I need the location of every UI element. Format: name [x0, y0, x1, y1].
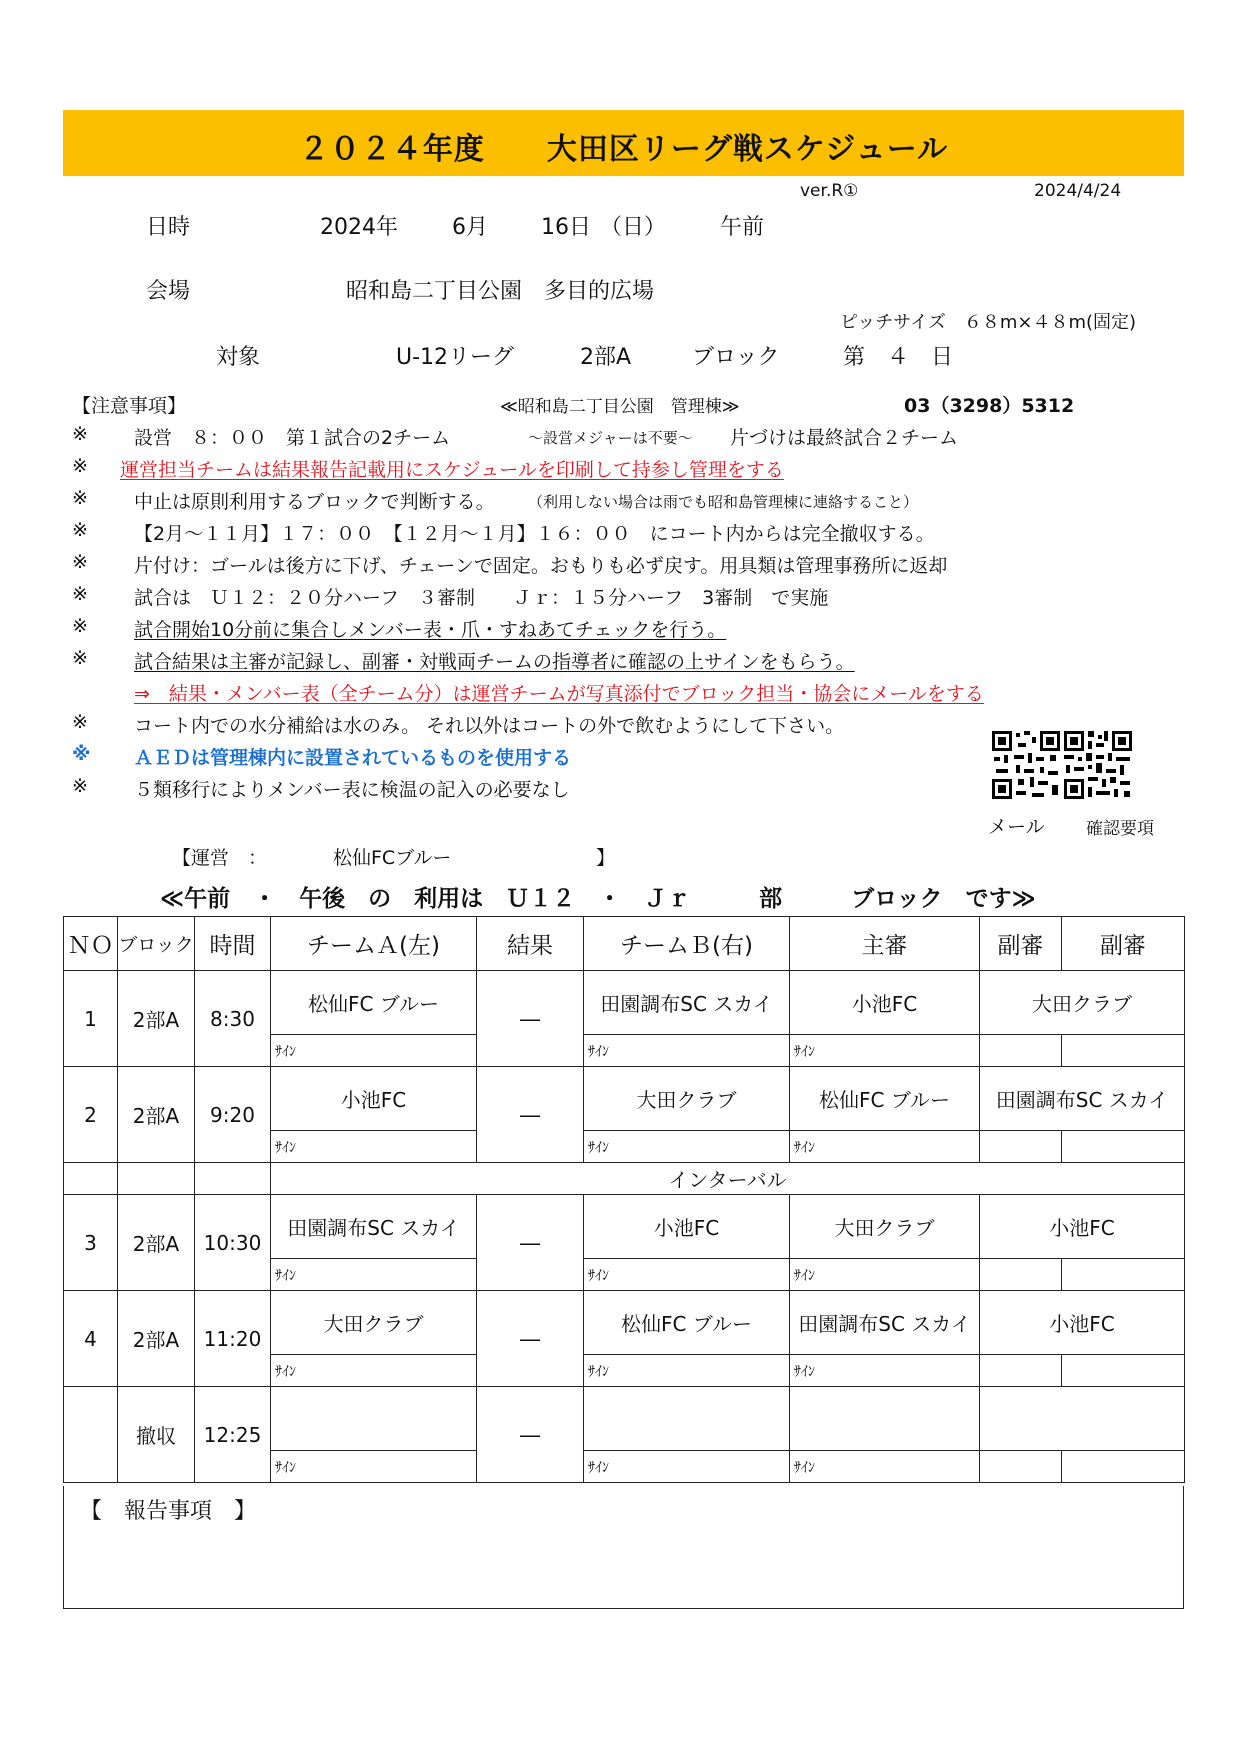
referee: 田園調布SC スカイ — [790, 1291, 980, 1355]
report-label: 【 報告事項 】 — [80, 1499, 257, 1524]
sign-assistant-2[interactable] — [1062, 1355, 1185, 1387]
assistant-referee: 大田クラブ — [980, 971, 1185, 1035]
team-b: 田園調布SC スカイ — [584, 971, 790, 1035]
event-session: 午前 — [720, 215, 765, 240]
note-mark: ※ — [72, 647, 88, 669]
note-mark: ※ — [72, 743, 91, 765]
version-label: ver.R① — [800, 181, 859, 201]
sign-team-b[interactable]: ｻｲﾝ — [584, 1131, 790, 1163]
header-team-b: チームＢ(右) — [584, 917, 790, 971]
operation-label: 【運営 ： — [172, 847, 268, 869]
team-a: 大田クラブ — [271, 1291, 477, 1355]
sign-assistant-1[interactable] — [980, 1355, 1062, 1387]
sign-assistant-2[interactable] — [1062, 1451, 1185, 1483]
note-setup-small: ～設営メジャーは不要～ — [528, 429, 693, 447]
note-result: 試合結果は主審が記録し、副審・対戦両チームの指導者に確認の上サインをもらう。 — [134, 651, 855, 673]
sign-referee[interactable]: ｻｲﾝ — [790, 1451, 980, 1483]
header-team-a: チームＡ(左) — [271, 917, 477, 971]
match-time: 10:30 — [195, 1195, 271, 1291]
note-mark: ※ — [72, 455, 88, 477]
note-mark: ※ — [72, 487, 88, 509]
office-name: ≪昭和島二丁目公園 管理棟≫ — [500, 397, 740, 417]
sign-team-b[interactable]: ｻｲﾝ — [584, 1259, 790, 1291]
note-cancel: 中止は原則利用するブロックで判断する。 — [134, 491, 495, 513]
note-temperature: ５類移行によりメンバー表に検温の記入の必要なし — [134, 779, 570, 801]
team-b: 小池FC — [584, 1195, 790, 1259]
sign-assistant-1[interactable] — [980, 1131, 1062, 1163]
header-time: 時間 — [195, 917, 271, 971]
team-b: 大田クラブ — [584, 1067, 790, 1131]
note-mark: ※ — [72, 519, 88, 541]
sign-team-b[interactable]: ｻｲﾝ — [584, 1451, 790, 1483]
referee: 小池FC — [790, 971, 980, 1035]
team-b — [584, 1387, 790, 1451]
match-block: 撤収 — [118, 1387, 195, 1483]
referee: 大田クラブ — [790, 1195, 980, 1259]
match-block: 2部A — [118, 1067, 195, 1163]
note-cleanup: 片づけは最終試合２チーム — [730, 427, 959, 449]
sign-assistant-1[interactable] — [980, 1451, 1062, 1483]
note-cancel-small: （利用しない場合は雨でも昭和島管理棟に連絡すること） — [528, 493, 919, 511]
pitch-size: ピッチサイズ ６８m×４８m(固定) — [840, 312, 1137, 333]
note-mark: ※ — [72, 615, 88, 637]
table-header-row — [64, 917, 1185, 971]
sign-assistant-2[interactable] — [1062, 1131, 1185, 1163]
datetime-label: 日時 — [146, 215, 191, 240]
block-label: ブロック — [692, 345, 780, 370]
qr-code-confirm-icon[interactable] — [1062, 729, 1134, 801]
sign-referee[interactable]: ｻｲﾝ — [790, 1355, 980, 1387]
sign-assistant-1[interactable] — [980, 1259, 1062, 1291]
match-block: 2部A — [118, 1195, 195, 1291]
referee: 松仙FC ブルー — [790, 1067, 980, 1131]
page-title: ２０２４年度 大田区リーグ戦スケジュール — [298, 132, 949, 167]
target-label: 対象 — [216, 345, 261, 370]
sign-assistant-2[interactable] — [1062, 1035, 1185, 1067]
assistant-referee: 小池FC — [980, 1291, 1185, 1355]
match-result[interactable]: ― — [477, 1387, 584, 1483]
header-result: 結果 — [477, 917, 584, 971]
table-row — [64, 1291, 1185, 1355]
operation-team: 松仙FCブルー — [333, 847, 452, 869]
sign-team-b[interactable]: ｻｲﾝ — [584, 1035, 790, 1067]
note-match-format: 試合は Ｕ１２：２０分ハーフ ３審制 Ｊｒ：１５分ハーフ 3審制 で実施 — [134, 587, 829, 609]
note-operation: 運営担当チームは結果報告記載用にスケジュールを印刷して持参し管理をする — [120, 459, 784, 481]
note-aed: ＡＥＤは管理棟内に設置されているものを使用する — [134, 747, 572, 769]
note-water: コート内での水分補給は水のみ。 それ以外はコートの外で飲むようにして下さい。 — [134, 715, 845, 737]
match-time: 12:25 — [195, 1387, 271, 1483]
match-result[interactable]: ― — [477, 1291, 584, 1387]
match-no — [64, 1387, 118, 1483]
note-mark: ※ — [72, 583, 88, 605]
operation-close: 】 — [596, 847, 616, 869]
note-mark: ※ — [72, 551, 88, 573]
interval-label: インターバル — [271, 1163, 1185, 1195]
sign-team-a[interactable]: ｻｲﾝ — [271, 1451, 477, 1483]
table-row — [64, 971, 1185, 1035]
header-referee: 主審 — [790, 917, 980, 971]
team-a: 松仙FC ブルー — [271, 971, 477, 1035]
assistant-referee: 小池FC — [980, 1195, 1185, 1259]
interval-row — [64, 1163, 1185, 1195]
match-result[interactable]: ― — [477, 971, 584, 1067]
notes-heading: 【注意事項】 — [72, 395, 187, 417]
round-label: 第 ４ 日 — [843, 345, 954, 370]
sign-team-a[interactable]: ｻｲﾝ — [271, 1259, 477, 1291]
table-row — [64, 1387, 1185, 1451]
league-name: U-12リーグ — [396, 345, 515, 370]
table-row — [64, 1067, 1185, 1131]
schedule-table — [63, 916, 1185, 1483]
match-no: 4 — [64, 1291, 118, 1387]
sign-assistant-2[interactable] — [1062, 1259, 1185, 1291]
document-date: 2024/4/24 — [1034, 181, 1122, 201]
sign-referee[interactable]: ｻｲﾝ — [790, 1259, 980, 1291]
note-mark: ※ — [72, 711, 88, 733]
sign-team-a[interactable]: ｻｲﾝ — [271, 1035, 477, 1067]
referee — [790, 1387, 980, 1451]
qr-code-mail-icon[interactable] — [990, 729, 1062, 801]
report-box[interactable] — [63, 1486, 1184, 1609]
team-a — [271, 1387, 477, 1451]
match-block: 2部A — [118, 1291, 195, 1387]
event-day: 16日 — [541, 215, 591, 240]
note-mark: ※ — [72, 423, 88, 445]
match-no: 2 — [64, 1067, 118, 1163]
match-result[interactable]: ― — [477, 1195, 584, 1291]
header-no: ＮＯ — [64, 917, 118, 971]
sign-team-b[interactable]: ｻｲﾝ — [584, 1355, 790, 1387]
match-time: 11:20 — [195, 1291, 271, 1387]
office-phone: 03（3298）5312 — [904, 395, 1075, 417]
sign-team-a[interactable]: ｻｲﾝ — [271, 1131, 477, 1163]
event-month: 6月 — [452, 215, 488, 240]
match-no: 3 — [64, 1195, 118, 1291]
match-time: 8:30 — [195, 971, 271, 1067]
team-a: 小池FC — [271, 1067, 477, 1131]
match-no: 1 — [64, 971, 118, 1067]
qr-mail-label: メール — [988, 816, 1045, 838]
note-tidy: 片付け：ゴールは後方に下げ、チェーンで固定。おもりも必ず戻す。用具類は管理事務所に返却 — [134, 555, 948, 577]
assistant-referee — [980, 1387, 1185, 1451]
sign-referee[interactable]: ｻｲﾝ — [790, 1035, 980, 1067]
note-checkin: 試合開始10分前に集合しメンバー表・爪・すねあてチェックを行う。 — [134, 619, 727, 641]
sign-referee[interactable]: ｻｲﾝ — [790, 1131, 980, 1163]
match-block: 2部A — [118, 971, 195, 1067]
table-row — [64, 1195, 1185, 1259]
note-withdraw: 【2月～１１月】１７：００ 【１２月～１月】１６：００ にコート内からは完全撤収する。 — [134, 523, 935, 545]
header-assistant-2: 副審 — [1062, 917, 1185, 971]
note-setup: 設営 ８：００ 第１試合の2チーム — [134, 427, 451, 449]
note-report-mail: ⇒ 結果・メンバー表（全チーム分）は運営チームが写真添付でブロック担当・協会にメールをする — [134, 683, 984, 705]
schedule-title: ≪午前 ・ 午後 の 利用は Ｕ１２ ・ Ｊｒ 部 ブロック です≫ — [160, 886, 1036, 912]
assistant-referee: 田園調布SC スカイ — [980, 1067, 1185, 1131]
qr-confirm-label: 確認要項 — [1086, 819, 1154, 839]
venue-label: 会場 — [146, 279, 191, 304]
note-mark: ※ — [72, 775, 88, 797]
event-weekday: （日） — [600, 215, 667, 240]
team-a: 田園調布SC スカイ — [271, 1195, 477, 1259]
event-year: 2024年 — [320, 215, 398, 240]
header-assistant-1: 副審 — [980, 917, 1062, 971]
match-time: 9:20 — [195, 1067, 271, 1163]
match-result[interactable]: ― — [477, 1067, 584, 1163]
sign-team-a[interactable]: ｻｲﾝ — [271, 1355, 477, 1387]
division-name: 2部A — [580, 345, 632, 370]
header-block: ブロック — [118, 917, 195, 971]
venue-name: 昭和島二丁目公園 多目的広場 — [346, 279, 655, 304]
title-bar — [63, 110, 1184, 176]
sign-assistant-1[interactable] — [980, 1035, 1062, 1067]
team-b: 松仙FC ブルー — [584, 1291, 790, 1355]
